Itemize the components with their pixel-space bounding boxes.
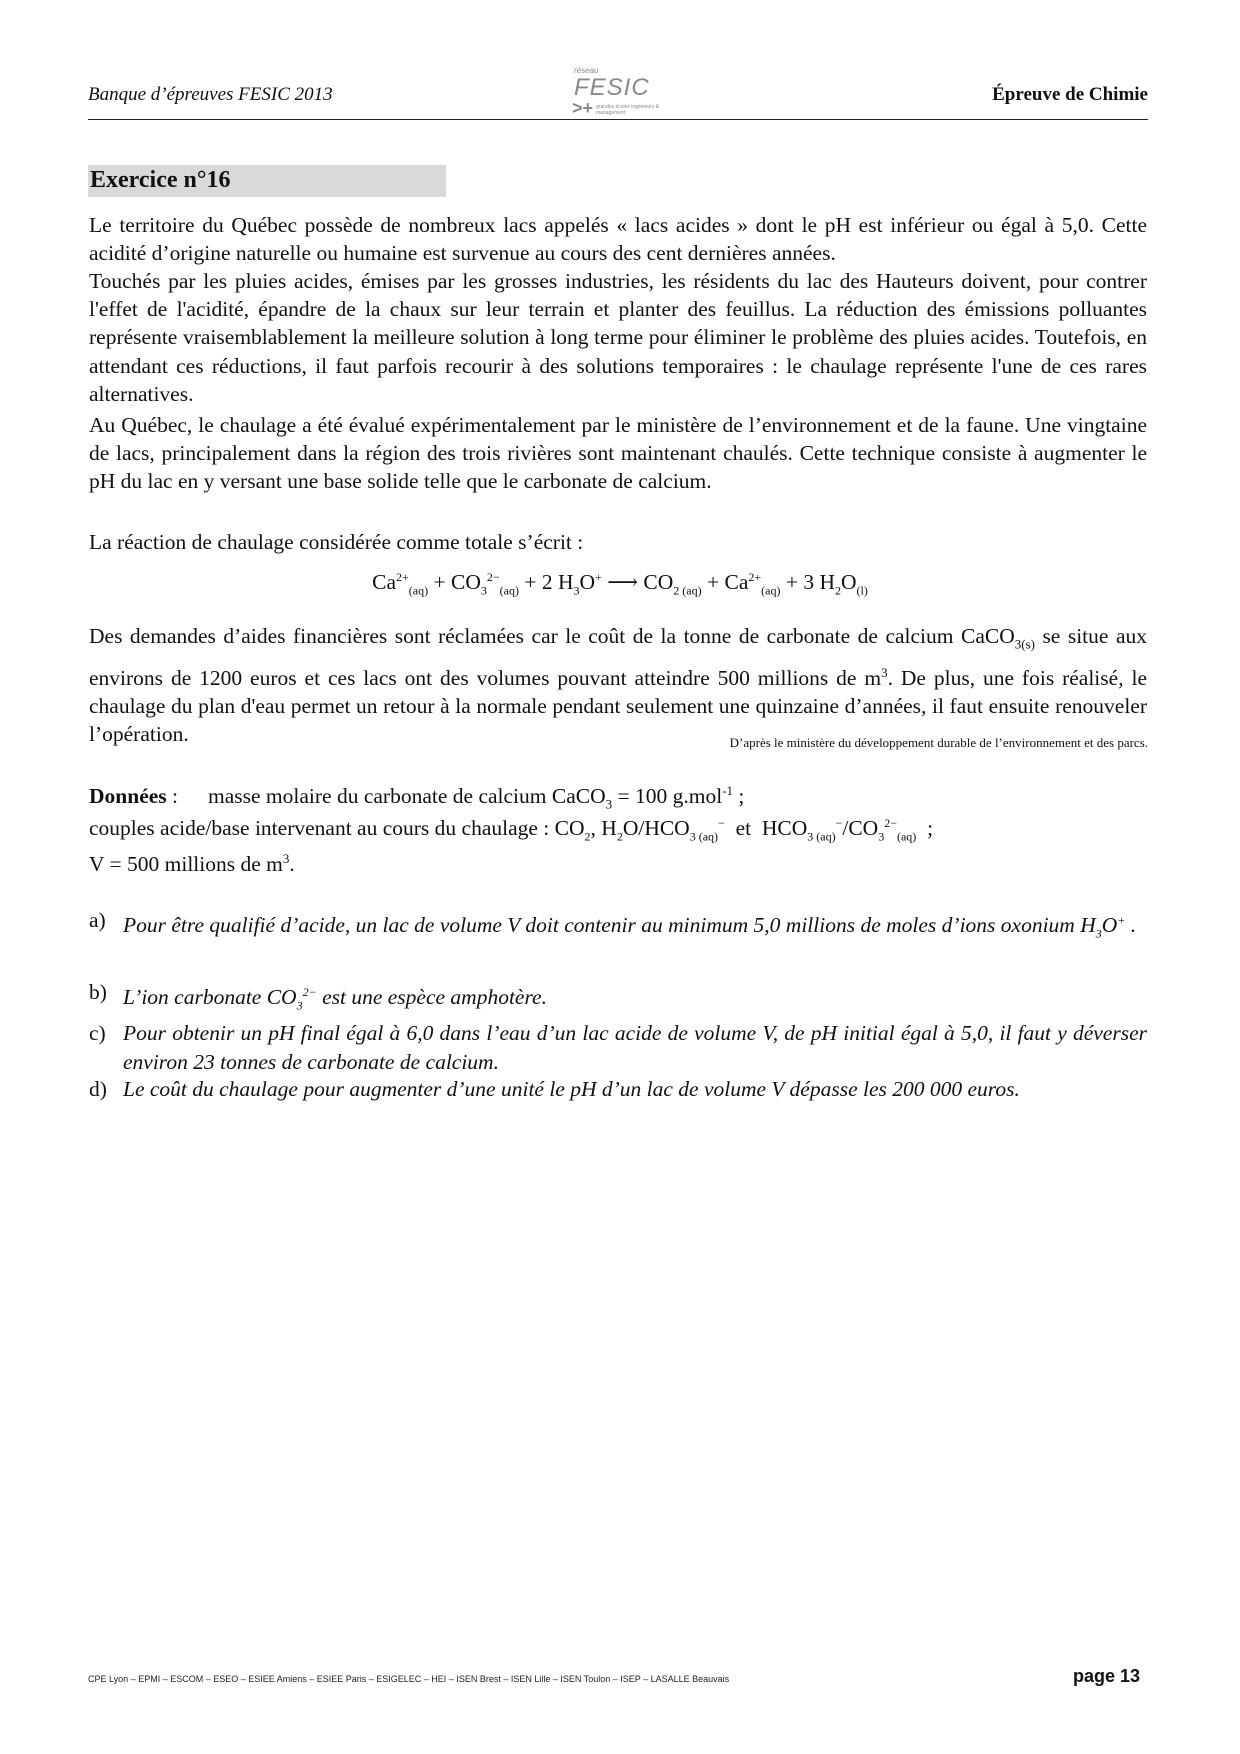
paragraph-acid-rain: Touchés par les pluies acides, émises par les grosses industries, les résidents du lac des Hauteurs doivent, pour contrer l'effet de l'acidité, épandre de la chaux sur leur terrain et planter des feuillus. La réduction des émissions polluantes représente vraisemblablement la meilleure solution à long terme pour éliminer le problème des pluies acides. Toutefois, en attendant ces réductions, il faut parfois recourir à des solutions temporaires : le chaulage représente l'une de ces rares alternatives. (89, 269, 1147, 406)
data-acid-base-couples: couples acide/base intervenant au cours du chaulage : $CO_2$, $H_2O/HCO_{3 (aq)}^-$ et $HCO_{3 (aq)}^-/CO_3^{2-}_{(aq)}$ ; (89, 816, 934, 844)
question-b (89, 978, 1147, 1020)
exercise-title: Exercice n°16 (90, 167, 231, 193)
paragraph-intro: Le territoire du Québec possède de nombreux lacs appelés « lacs acides » dont le pH est inférieur ou égal à 5,0. Cette acidité d’origine naturelle ou humaine est survenue au cours des cent dernières années. (89, 213, 1147, 266)
question-label: d) (89, 1077, 107, 1101)
data-molar-mass: Données : masse molaire du carbonate de calcium CaCO$_3$ = 100 g.mol$^{-1}$ ; (89, 783, 745, 812)
question-label: b) (89, 980, 107, 1004)
question-text: Pour être qualifié d’acide, un lac de volume V doit contenir au minimum 5,0 millions de moles d’ions oxonium $H_3O^+$ . (123, 913, 1137, 941)
page-header (88, 66, 1148, 118)
question-c (89, 1019, 1147, 1076)
exam-bank-title: Banque d’épreuves FESIC 2013 (88, 84, 333, 105)
paragraph-reaction-intro: La réaction de chaulage considérée comme totale s’écrit : (89, 530, 584, 554)
question-d (89, 1075, 1147, 1104)
paragraph-cost: Des demandes d’aides financières sont réclamées car le coût de la tonne de carbonate de calcium CaCO$_{3(s)}$ se situe aux environs de 1200 euros et ces lacs ont des volumes pouvant atteindre 500 millions de $m^3$. De plus, une fois réalisé, le chaulage du plan d'eau permet un retour à la normale pendant seulement une quinzaine d’années, il faut ensuite renouveler l’opération. (89, 624, 1147, 747)
reaction-equation: $Ca^{2+}_{(aq)} + CO_3^{2-}_{(aq)} + 2$ $H_3O^+$ ⟶ $CO_{2 (aq)} + Ca^{2+}_{(aq)} + 3$ $H_2O_{(l)}$ (372, 570, 868, 598)
fesic-logo: réseau FESIC >+ grandes écoles ingénieurs & management (572, 66, 660, 118)
source-citation: D’après le ministère du développement durable de l’environnement et des parcs. (729, 735, 1148, 750)
footer-schools: CPE Lyon – EPMI – ESCOM – ESEO – ESIEE Amiens – ESIEE Paris – ESIGELEC – HEI – ISEN Brest – ISEN Lille – ISEN Toulon – ISEP – LASALLE Beauvais (88, 1674, 730, 1684)
question-text: Le coût du chaulage pour augmenter d’une unité le pH d’un lac de volume V dépasse les 200 000 euros. (123, 1077, 1020, 1101)
question-text: Pour obtenir un pH final égal à 6,0 dans l’eau d’un lac acide de volume V, de pH initial égal à 5,0, il faut y déverser environ 23 tonnes de carbonate de calcium. (123, 1021, 1147, 1074)
paragraph-quebec: Au Québec, le chaulage a été évalué expérimentalement par le ministère de l’environnement et de la faune. Une vingtaine de lacs, principalement dans la région des trois rivières sont maintenant chaulés. Cette technique consiste à augmenter le pH du lac en y versant une base solide telle que le carbonate de calcium. (89, 413, 1147, 494)
exam-subject: Épreuve de Chimie (992, 84, 1148, 105)
page-number: page 13 (1072, 1666, 1140, 1686)
header-divider (88, 119, 1148, 120)
question-label: a) (89, 908, 106, 932)
question-label: c) (89, 1021, 106, 1045)
data-volume: V = 500 millions de $m^3$. (89, 851, 295, 877)
question-a (89, 906, 1147, 948)
question-text: L’ion carbonate $CO_3^{2-}$ est une espèce amphotère. (123, 985, 547, 1013)
